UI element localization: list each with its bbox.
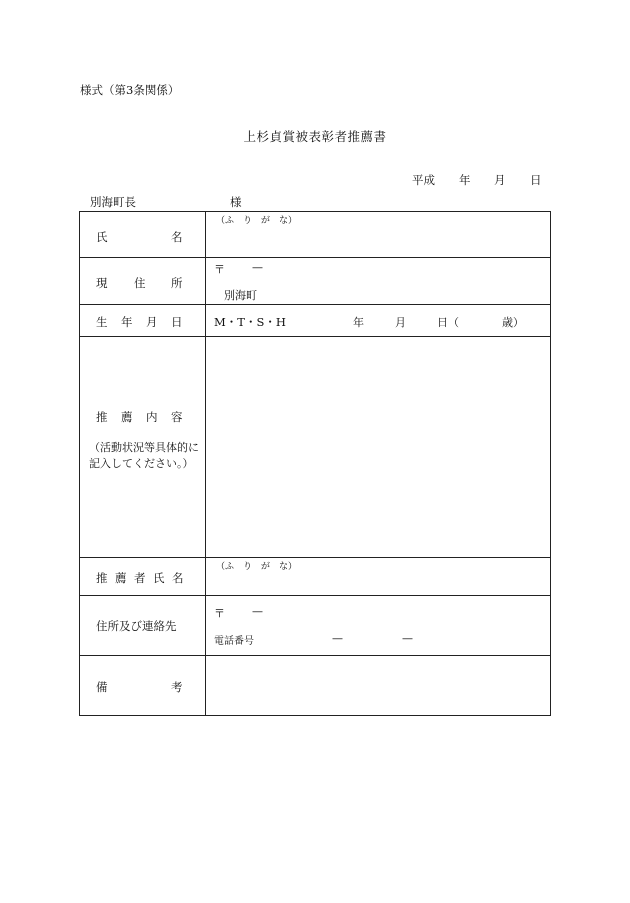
label-contact-text: 住所及び連絡先 xyxy=(96,619,177,633)
label-contact xyxy=(80,596,206,656)
date-month-label: 月 xyxy=(494,173,506,187)
row-contact xyxy=(80,596,551,656)
label-content-char-2: 薦 xyxy=(121,410,133,424)
row-address xyxy=(80,258,551,305)
label-content-char-3: 内 xyxy=(146,410,158,424)
label-name-char-1: 氏 xyxy=(96,230,108,244)
row-name xyxy=(80,212,551,258)
content-instruction-note: （活動状況等具体的に記入してください。） xyxy=(89,441,199,470)
label-address-char-2: 住 xyxy=(134,276,146,290)
row-recommender xyxy=(80,558,551,596)
age-label: 歳） xyxy=(502,316,524,329)
label-address xyxy=(80,258,206,305)
birth-year-label: 年 xyxy=(353,316,364,329)
addressee-name: 別海町長 xyxy=(90,195,136,209)
label-name xyxy=(80,212,206,258)
contact-field[interactable] xyxy=(206,596,551,656)
postal-mark: 〒 xyxy=(214,263,225,276)
form-reference: 様式（第3条関係） xyxy=(80,83,180,97)
era-options: M・T・S・H xyxy=(214,315,286,329)
label-address-char-3: 所 xyxy=(171,276,183,290)
row-content xyxy=(80,337,551,558)
name-furigana-hint: （ふ り が な） xyxy=(216,216,298,226)
date-day-label: 日 xyxy=(530,173,542,187)
label-birth-char-2: 年 xyxy=(121,315,133,329)
label-recommender-char-5: 名 xyxy=(172,571,184,585)
birth-day-label: 日（ xyxy=(437,316,459,329)
postal-dash: — xyxy=(252,261,263,274)
birth-field[interactable] xyxy=(206,305,551,337)
name-field[interactable] xyxy=(206,212,551,258)
label-name-char-2: 名 xyxy=(171,230,183,244)
row-birth xyxy=(80,305,551,337)
recommendation-form-table xyxy=(79,211,551,716)
recommender-furigana-hint: （ふ り が な） xyxy=(216,562,298,572)
label-recommender-char-3: 者 xyxy=(134,571,146,585)
label-remarks-char-1: 備 xyxy=(96,680,108,694)
label-birth-char-3: 月 xyxy=(146,315,158,329)
town-name: 別海町 xyxy=(224,289,257,302)
page-title: 上杉貞賞被表彰者推薦書 xyxy=(243,129,387,144)
birth-month-label: 月 xyxy=(395,316,406,329)
date-year-label: 年 xyxy=(459,173,471,187)
label-birth-char-1: 生 xyxy=(96,315,108,329)
recommender-field[interactable] xyxy=(206,558,551,596)
phone-label: 電話番号 xyxy=(214,636,254,647)
row-remarks xyxy=(80,656,551,716)
label-content-char-4: 容 xyxy=(171,410,183,424)
label-remarks xyxy=(80,656,206,716)
addressee-honorific: 様 xyxy=(230,195,242,209)
label-content-char-1: 推 xyxy=(96,410,108,424)
label-recommender-char-2: 薦 xyxy=(115,571,127,585)
content-field[interactable] xyxy=(206,337,551,558)
phone-dash-1: — xyxy=(332,632,343,645)
label-birth xyxy=(80,305,206,337)
label-recommender xyxy=(80,558,206,596)
label-birth-char-4: 日 xyxy=(171,315,183,329)
label-recommender-char-1: 推 xyxy=(96,571,108,585)
address-field[interactable] xyxy=(206,258,551,305)
label-content xyxy=(80,337,206,558)
contact-postal-dash: — xyxy=(252,605,263,618)
label-recommender-char-4: 氏 xyxy=(153,571,165,585)
label-remarks-char-2: 考 xyxy=(171,680,183,694)
date-era: 平成 xyxy=(412,173,435,187)
phone-dash-2: — xyxy=(402,632,413,645)
remarks-field[interactable] xyxy=(206,656,551,716)
contact-postal-mark: 〒 xyxy=(214,607,225,620)
label-address-char-1: 現 xyxy=(96,276,108,290)
